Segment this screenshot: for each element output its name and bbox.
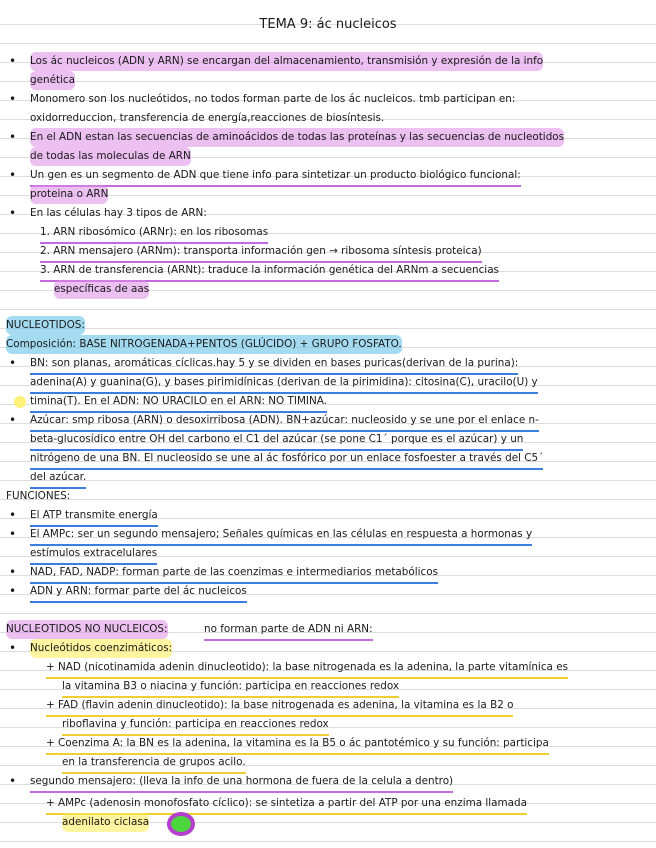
text-line: + NAD (nicotinamida adenin dinucleotido): la base nitrogenada es la adenina, la parte vitamínica es (46, 658, 568, 679)
bullet: • (9, 774, 17, 788)
text-line: El ATP transmite energía (30, 506, 158, 527)
text-line: + Coenzima A: la BN es la adenina, la vitamina es la B5 o ác pantotémico y su función: participa (46, 734, 549, 755)
bullet: • (9, 584, 17, 598)
bullet: • (9, 206, 17, 220)
bullet: • (9, 413, 17, 427)
green-circle-icon (167, 812, 195, 836)
text-line: + FAD (flavin adenin dinucleotido): la base nitrogenada es adenina, la vitamina es la B2 o (46, 696, 513, 717)
bullet: • (9, 508, 17, 522)
text-line: En las células hay 3 tipos de ARN: (30, 207, 207, 219)
text-line: proteina o ARN (30, 185, 108, 204)
text-line: en la transferencia de grupos acilo. (62, 753, 246, 774)
text-line: Un gen es un segmento de ADN que tiene info para sintetizar un producto biológico funcional: (30, 166, 521, 187)
text-line: + AMPc (adenosin monofosfato cíclico): se sintetiza a partir del ATP por una enzima llamada (46, 794, 527, 815)
heading-rest: no forman parte de ADN ni ARN: (204, 620, 373, 641)
text-line: genética (30, 71, 75, 90)
text-line: específicas de aas (54, 280, 149, 299)
text-line: NAD, FAD, NADP: forman parte de las coenzimas e intermediarios metabólicos (30, 563, 438, 584)
text-line: Azúcar: smp ribosa (ARN) o desoxirribosa (ADN). BN+azúcar: nucleosido y se une por el enlace n- (30, 411, 539, 432)
heading-funciones: FUNCIONES: (6, 490, 71, 502)
bullet: • (9, 356, 17, 370)
text-line: BN: son planas, aromáticas cíclicas.hay 5 y se dividen en bases puricas(derivan de la purina): (30, 354, 518, 375)
bullet: • (9, 641, 17, 655)
text-line: El AMPc: ser un segundo mensajero; Señales químicas en las células en respuesta a hormonas y (30, 525, 532, 546)
text-line: nitrógeno de una BN. El nucleosido se une al ác fosfórico por un enlace fosfoester a través del C5´ (30, 449, 543, 470)
heading-nucleotidos: NUCLEOTIDOS: (6, 316, 85, 335)
text-line: Los ác nucleicos (ADN y ARN) se encargan del almacenamiento, transmisión y expresión de la info (30, 52, 543, 71)
text-line: 1. ARN ribosómico (ARNr): en los ribosomas (40, 223, 268, 244)
text-line: timina(T). En el ADN: NO URACILO en el ARN: NO TIMINA. (30, 392, 327, 413)
text-line: adenina(A) y guanina(G), y bases pirimidínicas (derivan de la pirimidina): citosina(C), uracilo(U) y (30, 373, 538, 394)
bullet: • (9, 527, 17, 541)
text-line: riboflavina y función: participa en reacciones redox (62, 715, 329, 736)
text-line: de todas las moleculas de ARN (30, 147, 191, 166)
text-line: Nucleótidos coenzimáticos: (30, 639, 172, 658)
bullet: • (9, 54, 17, 68)
text-line: la vitamina B3 o niacina y función: participa en reacciones redox (62, 677, 399, 698)
yellow-dot-icon (14, 396, 26, 408)
text-line: adenilato ciclasa (62, 813, 149, 832)
bullet: • (9, 92, 17, 106)
bullet: • (9, 168, 17, 182)
text-line: beta-glucosídico entre OH del carbono el C1 del azúcar (se pone C1´ porque es el azúcar) y un (30, 430, 523, 451)
text-line: 3. ARN de transferencia (ARNt): traduce la información genética del ARNm a secuencias (40, 261, 499, 282)
text-line: oxidorreduccion, transferencia de energía,reacciones de biosíntesis. (30, 112, 385, 124)
text-line: estímulos extracelulares (30, 544, 157, 565)
page-title: TEMA 9: ác nucleicos (259, 17, 397, 32)
text-line: del azúcar. (30, 468, 86, 489)
text-line: Monomero son los nucleótidos, no todos forman parte de los ác nucleicos. tmb participan en: (30, 93, 516, 105)
heading-no-nucleicos: NUCLEOTIDOS NO NUCLEICOS: (6, 620, 168, 639)
bullet: • (9, 130, 17, 144)
text-line: En el ADN estan las secuencias de aminoácidos de todas las proteínas y las secuencias de nucleotidos (30, 128, 564, 147)
bullet: • (9, 565, 17, 579)
text-line: 2. ARN mensajero (ARNm): transporta información gen → ribosoma síntesis proteica) (40, 242, 482, 263)
text-line: Composición: BASE NITROGENADA+PENTOS (GLÚCIDO) + GRUPO FOSFATO. (6, 335, 402, 354)
text-line: ADN y ARN: formar parte del ác nucleicos (30, 582, 247, 603)
text-line: segundo mensajero: (lleva la info de una hormona de fuera de la celula a dentro) (30, 772, 453, 793)
